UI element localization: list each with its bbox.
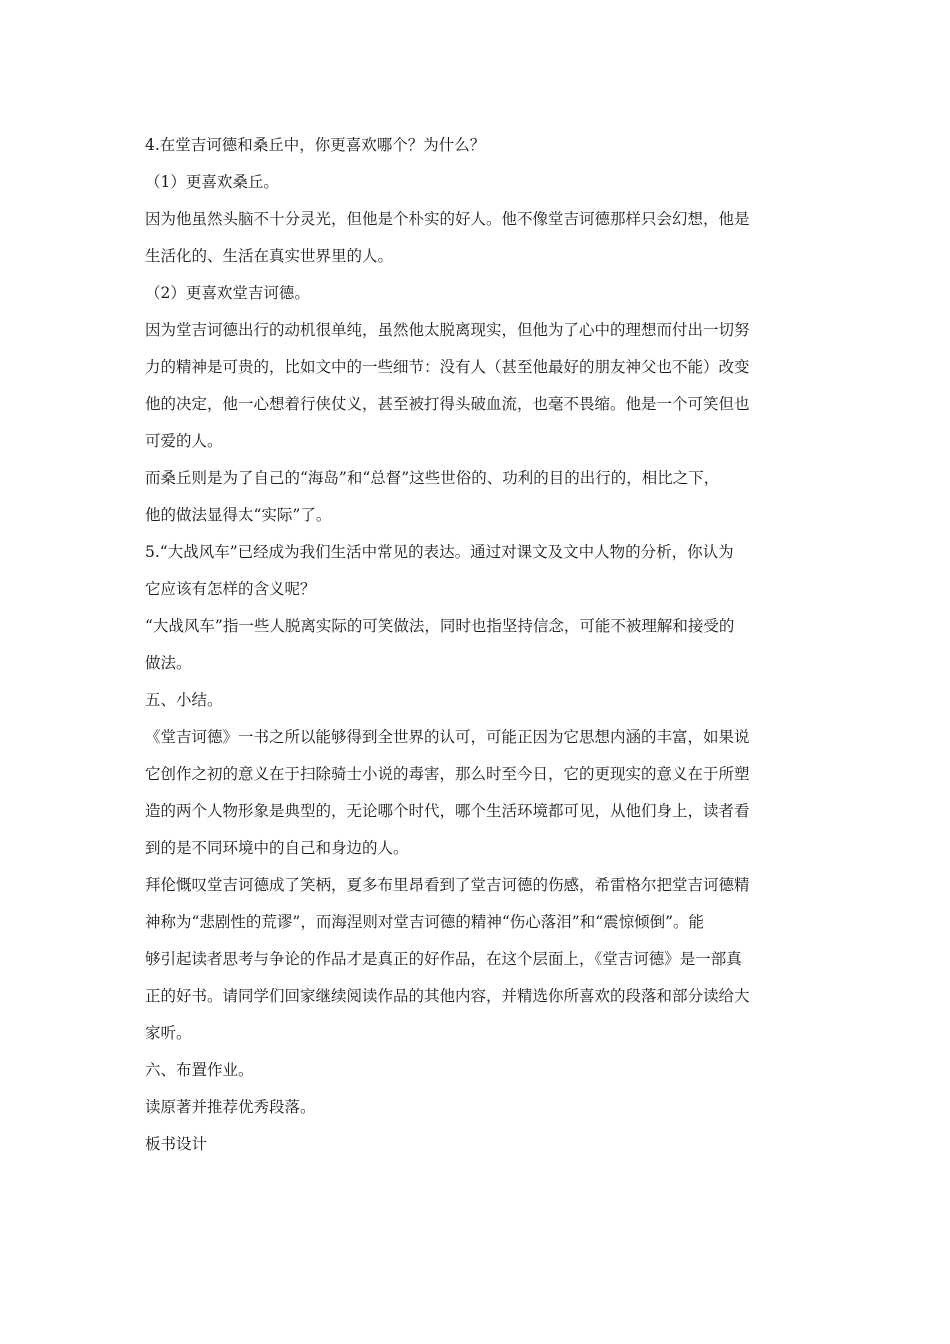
summary-para-1-line-3: 造的两个人物形象是典型的，无论哪个时代，哪个生活环境都可见，从他们身上，读者看 xyxy=(145,802,750,820)
question-4-heading: 4.在堂吉诃德和桑丘中，你更喜欢哪个？为什么？ xyxy=(145,136,486,154)
answer-option-1-text-line-1: 因为他虽然头脑不十分灵光，但他是个朴实的好人。他不像堂吉诃德那样只会幻想，他是 xyxy=(145,210,750,228)
summary-para-1-line-4: 到的是不同环境中的自己和身边的人。 xyxy=(145,839,409,857)
answer-option-1-heading: （1）更喜欢桑丘。 xyxy=(145,173,279,191)
document-page xyxy=(145,127,805,1163)
answer-option-2-text-line-3: 他的决定，他一心想着行侠仗义，甚至被打得头破血流，也毫不畏缩。他是一个可笑但也 xyxy=(145,395,750,413)
homework-text: 读原著并推荐优秀段落。 xyxy=(145,1098,316,1116)
section-summary-heading: 五、小结。 xyxy=(145,691,223,709)
answer-option-2-text-line-1: 因为堂吉诃德出行的动机很单纯，虽然他太脱离现实，但他为了心中的理想而付出一切努 xyxy=(145,321,750,339)
summary-para-2-line-2: 神称为“悲剧性的荒谬”，而海涅则对堂吉诃德的精神“伤心落泪”和“震惊倾倒”。能 xyxy=(145,913,705,931)
summary-para-2-line-3: 够引起读者思考与争论的作品才是真正的好作品，在这个层面上，《堂吉诃德》是一部真 xyxy=(145,950,742,968)
summary-para-2-line-5: 家听。 xyxy=(145,1024,192,1042)
answer-option-2-heading: （2）更喜欢堂吉诃德。 xyxy=(145,284,310,302)
summary-para-1-line-1: 《堂吉诃德》一书之所以能够得到全世界的认可，可能正因为它思想内涵的丰富，如果说 xyxy=(145,728,750,746)
board-design-heading: 板书设计 xyxy=(145,1135,208,1153)
sancho-comparison-line-1: 而桑丘则是为了自己的“海岛”和“总督”这些世俗的、功利的目的出行的，相比之下， xyxy=(145,469,720,487)
question-5-answer-line-1: “大战风车”指一些人脱离实际的可笑做法，同时也指坚持信念，可能不被理解和接受的 xyxy=(145,617,735,635)
answer-option-2-text-line-4: 可爱的人。 xyxy=(145,432,223,450)
summary-para-1-line-2: 它创作之初的意义在于扫除骑士小说的毒害，那么时至今日，它的更现实的意义在于所塑 xyxy=(145,765,750,783)
answer-option-2-text-line-2: 力的精神是可贵的，比如文中的一些细节：没有人（甚至他最好的朋友神父也不能）改变 xyxy=(145,358,750,376)
question-5-answer-line-2: 做法。 xyxy=(145,654,192,672)
section-homework-heading: 六、布置作业。 xyxy=(145,1061,254,1079)
question-5-line-1: 5.“大战风车”已经成为我们生活中常见的表达。通过对课文及文中人物的分析，你认为 xyxy=(145,543,734,561)
answer-option-1-text-line-2: 生活化的、生活在真实世界里的人。 xyxy=(145,247,394,265)
summary-para-2-line-1: 拜伦慨叹堂吉诃德成了笑柄，夏多布里昂看到了堂吉诃德的伤感，希雷格尔把堂吉诃德精 xyxy=(145,876,750,894)
question-5-line-2: 它应该有怎样的含义呢？ xyxy=(145,580,316,598)
summary-para-2-line-4: 正的好书。请同学们回家继续阅读作品的其他内容，并精选你所喜欢的段落和部分读给大 xyxy=(145,987,750,1005)
sancho-comparison-line-2: 他的做法显得太“实际”了。 xyxy=(145,506,332,524)
